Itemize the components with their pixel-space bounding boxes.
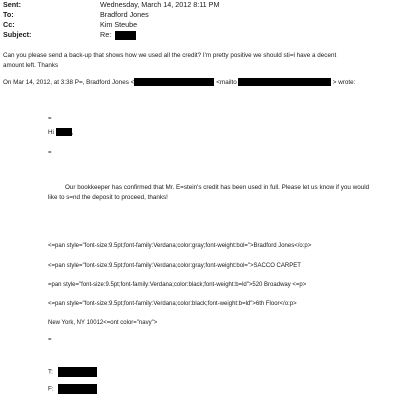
cc-label: Cc: — [3, 20, 15, 29]
equals-mark: = — [48, 150, 52, 156]
subject-label: Subject: — [3, 30, 32, 39]
redaction-box — [115, 31, 136, 40]
fax-line — [48, 384, 97, 394]
redaction-box — [58, 384, 97, 394]
redaction-box — [56, 128, 72, 136]
signature-line: <=pan style="font-size:9.5pt;font-family:Verdana;color:black;font-weight:b=ld">6th Floor</o:p> — [48, 301, 297, 307]
sent-value: Wednesday, March 14, 2012 8:11 PM — [100, 0, 220, 9]
redaction-box — [238, 78, 331, 86]
quote-prefix: On Mar 14, 2012, at 3:38 P=, Bradford Jones < — [3, 79, 135, 86]
sent-label: Sent: — [3, 0, 21, 9]
signature-line: <=pan style="font-size:9.5pt;font-family:Verdana;color:gray;font-weight:bol=">SACCO CARPET — [48, 263, 301, 269]
quote-mailto: <mailto — [216, 79, 237, 86]
equals-mark: = — [48, 337, 52, 343]
redaction-box — [134, 78, 214, 86]
body-line: amount left. Thanks — [3, 61, 59, 69]
body-line: Can you please send a back-up that shows how we used all the credit? I'm pretty positive we should sti=l have a decent — [3, 52, 337, 59]
to-value: Bradford Jones — [100, 10, 149, 19]
to-label: To: — [3, 10, 14, 19]
redaction-box — [58, 367, 97, 377]
body-line: Our bookkeeper has confirmed that Mr. E=stein's credit has been used in full. Please let us know if you would — [65, 184, 370, 191]
body-line: like to s=nd the deposit to proceed, thanks! — [48, 193, 168, 201]
signature-line: New York, NY 10012<=ont color="navy"> — [48, 320, 158, 326]
greeting-punct: , — [71, 129, 74, 136]
signature-line: <=pan style="font-size:9.5pt;font-family:Verdana;color:gray;font-weight:bol=">Bradford Jones</o:p> — [48, 243, 312, 249]
signature-line: =pan style="font-size:9.5pt;font-family:Verdana;color:black;font-weight:b=ld">520 Broadway <=p> — [48, 282, 307, 288]
phone-line — [48, 367, 97, 377]
quote-suffix: > wrote: — [332, 79, 356, 86]
greeting-line — [48, 128, 73, 138]
fax-label: F: — [48, 385, 54, 393]
quote-line — [3, 78, 355, 88]
equals-mark: = — [48, 116, 52, 122]
greeting: Hi — [48, 129, 54, 136]
cc-value: Kim Steube — [100, 20, 138, 29]
subject-value — [100, 30, 136, 40]
phone-label: T: — [48, 368, 53, 376]
subject-prefix: Re: — [100, 30, 112, 39]
